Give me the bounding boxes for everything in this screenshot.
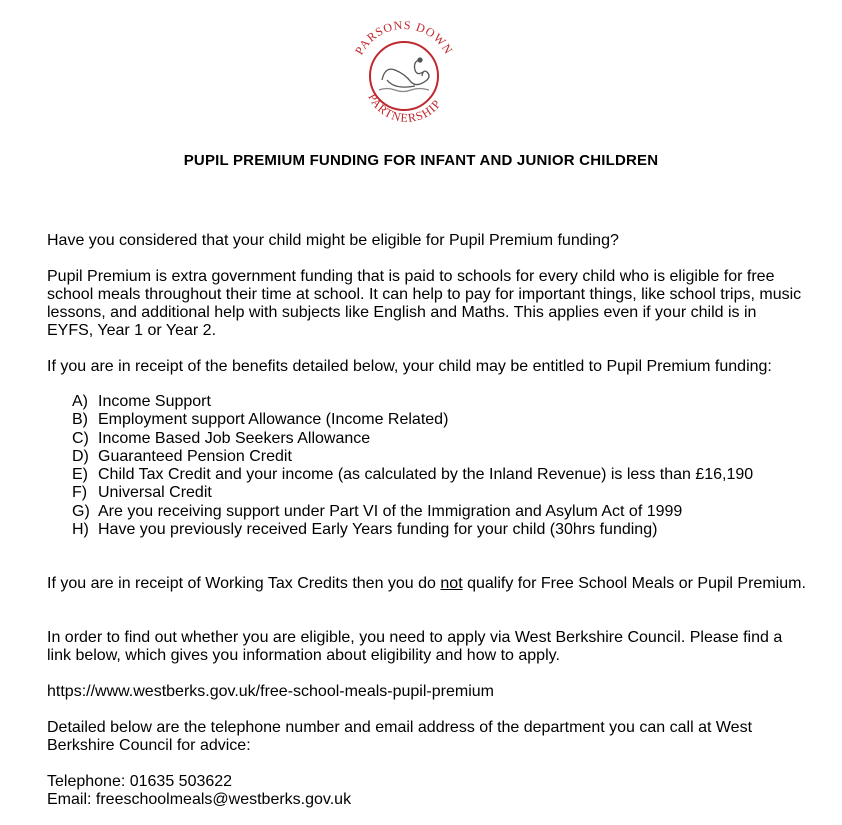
intro-question: Have you considered that your child might be eligible for Pupil Premium funding? [47,232,619,249]
emphasis-not: not [440,575,463,592]
email-address: Email: freeschoolmeals@westberks.gov.uk [47,791,352,808]
benefits-list [72,393,753,539]
list-item: F) Universal Credit [72,484,212,502]
benefits-intro: If you are in receipt of the benefits detailed below, your child may be entitled to Pupil Premium funding: [47,358,772,375]
list-item: G) Are you receiving support under Part VI of the Immigration and Asylum Act of 1999 [72,502,683,520]
working-tax-note: If you are in receipt of Working Tax Credits then you do not qualify for Free School Meals or Pupil Premium. [47,575,806,592]
svg-text:PARSONS DOWN [352,18,456,57]
page-title: PUPIL PREMIUM FUNDING FOR INFANT AND JUNIOR CHILDREN [183,152,659,169]
explanation-paragraph: Pupil Premium is extra government funding that is paid to schools for every child who is eligible for free school meals throughout their time at school. It can help to pay for important things, like school trips, music lessons, and additional help with subjects like English and Maths. This applies even if your child is in EYFS, Year 1 or Year 2. [47,268,802,339]
list-item: C) Income Based Job Seekers Allowance [72,429,371,447]
list-item: B) Employment support Allowance (Income Related) [72,411,449,429]
telephone-number: Telephone: 01635 503622 [47,773,233,790]
logo-text-bottom: PARTNERSHIP [365,91,445,126]
list-item: H) Have you previously received Early Years funding for your child (30hrs funding) [72,521,658,539]
list-item: D) Guaranteed Pension Credit [72,447,292,465]
parsons-down-partnership-logo [335,14,473,136]
list-item: A) Income Support [72,393,211,410]
list-item: E) Child Tax Credit and your income (as calculated by the Inland Revenue) is less than £16,190 [72,466,754,484]
eligibility-link[interactable]: https://www.westberks.gov.uk/free-school-meals-pupil-premium [47,683,494,700]
contact-intro: Detailed below are the telephone number and email address of the department you can call at West Berkshire Council for advice: [47,719,753,754]
apply-info: In order to find out whether you are eligible, you need to apply via West Berkshire Council. Please find a link below, which gives you information about eligibility and how to apply. [47,629,783,664]
swan-icon [379,58,429,92]
logo-text-top: PARSONS DOWN [351,17,456,58]
